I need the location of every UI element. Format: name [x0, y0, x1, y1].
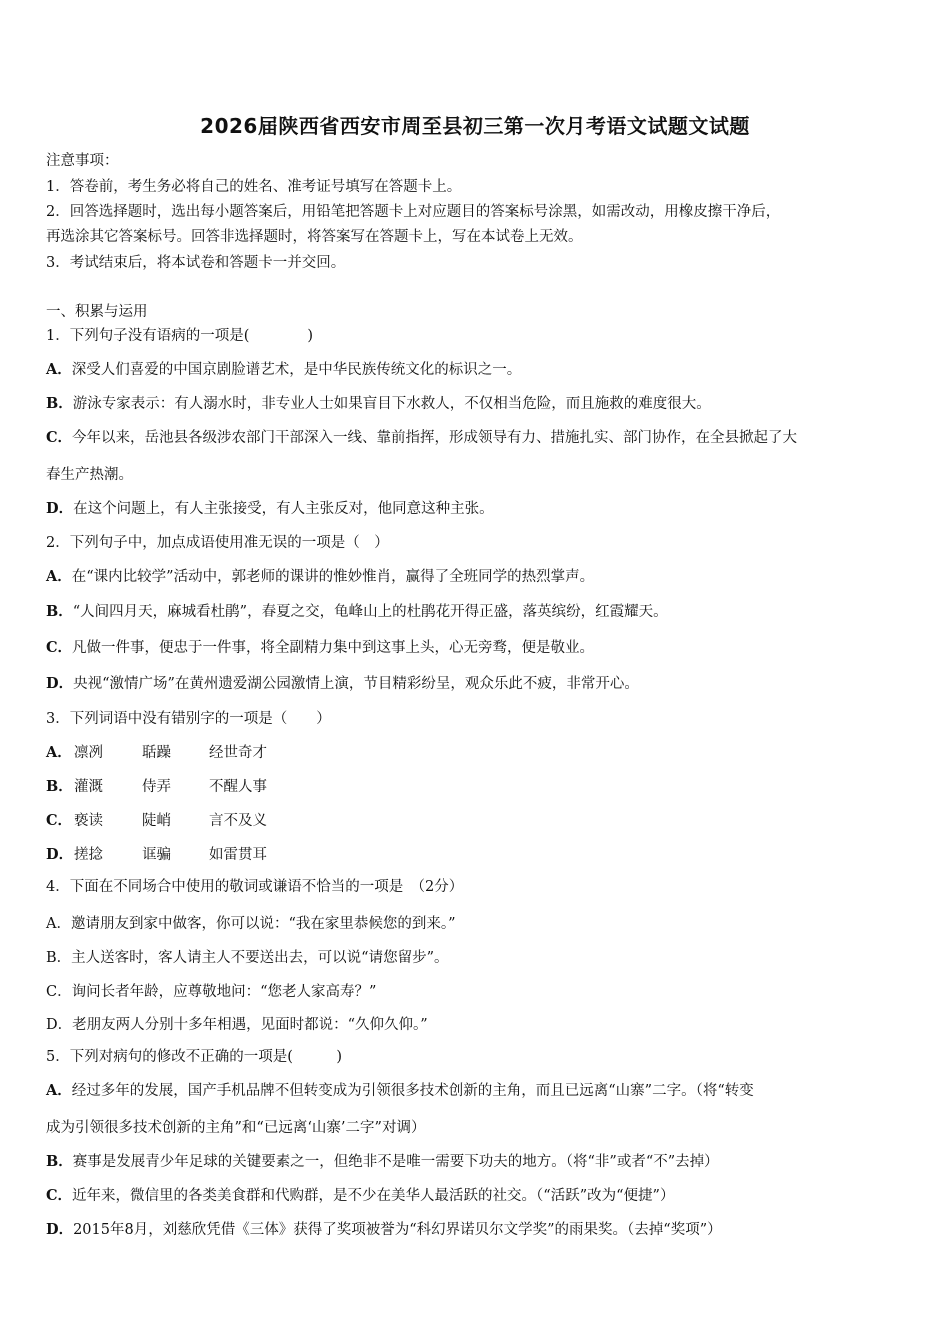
notice-heading: 注意事项： — [46, 153, 119, 169]
q2-option-d — [46, 675, 639, 693]
q3-option-b-word-3: 不醒人事 — [209, 779, 267, 795]
notice-item-1: 1．答卷前，考生务必将自己的姓名、准考证号填写在答题卡上。 — [46, 179, 462, 195]
option-label: B． — [46, 1153, 73, 1170]
option-text: “人间四月天，麻城看杜鹃”，春夏之交，龟峰山上的杜鹃花开得正盛，落英缤纷，红霞耀天。 — [72, 604, 668, 620]
option-text: 凡做一件事，便忠于一件事，将全副精力集中到这事上头，心无旁骛，便是敬业。 — [72, 640, 595, 656]
q3-option-d-word-3: 如雷贯耳 — [209, 847, 267, 863]
q3-stem: 3．下列词语中没有错别字的一项是（ ） — [46, 711, 331, 727]
q3-option-b-label: B． — [46, 778, 73, 795]
q4-option-b: B．主人送客时，客人请主人不要送出去，可以说“请您留步”。 — [46, 950, 449, 966]
q5-option-a — [46, 1082, 754, 1100]
q3-option-a-word-2: 聒躁 — [142, 745, 171, 761]
q2-option-b — [46, 603, 668, 621]
option-text: 在这个问题上，有人主张接受，有人主张反对，他同意这种主张。 — [73, 501, 494, 517]
q4-option-d: D．老朋友两人分别十多年相遇，见面时都说：“久仰久仰。” — [46, 1017, 428, 1033]
q3-option-a-word-1: 凛冽 — [74, 745, 103, 761]
option-label: A． — [46, 361, 72, 378]
option-label: D． — [46, 1221, 74, 1238]
option-text: 赛事是发展青少年足球的关键要素之一，但绝非不是唯一需要下功夫的地方。（将“非”或者“不”去掉） — [72, 1154, 719, 1170]
q3-option-a-word-3: 经世奇才 — [209, 745, 267, 761]
section-heading: 一、积累与运用 — [46, 304, 148, 320]
q1-option-c-cont: 春生产热潮。 — [46, 467, 133, 483]
option-label: B． — [46, 395, 73, 412]
q3-option-c-word-2: 陡峭 — [142, 813, 171, 829]
q3-option-b-word-1: 灌溉 — [74, 779, 103, 795]
q3-option-d-word-2: 诓骗 — [142, 847, 171, 863]
q4-stem: 4．下面在不同场合中使用的敬词或谦语不恰当的一项是 （2分） — [46, 879, 464, 895]
q1-option-b — [46, 395, 711, 413]
option-text: 2015年8月，刘慈欣凭借《三体》获得了奖项被誉为“科幻界诺贝尔文学奖”的雨果奖。（去掉“奖项”） — [73, 1222, 722, 1238]
option-text: 深受人们喜爱的中国京剧脸谱艺术，是中华民族传统文化的标识之一。 — [71, 362, 522, 378]
q3-option-d-word-1: 搓捻 — [74, 847, 103, 863]
option-label: C． — [46, 429, 73, 446]
q4-option-c: C．询问长者年龄，应尊敬地问：“您老人家高寿？” — [46, 984, 377, 1000]
q5-option-a-cont: 成为引领很多技术创新的主角”和“已远离‘山寨’二字”对调） — [46, 1120, 426, 1136]
q3-option-d-label: D． — [46, 846, 74, 863]
option-label: A． — [46, 1082, 72, 1099]
notice-item-3: 3．考试结束后，将本试卷和答题卡一并交回。 — [46, 255, 346, 271]
option-label: D． — [46, 500, 74, 517]
q1-option-c — [46, 429, 797, 447]
q2-stem: 2．下列句子中，加点成语使用准无误的一项是（ ） — [46, 535, 389, 551]
q1-stem: 1．下列句子没有语病的一项是( ) — [46, 328, 314, 344]
q5-stem: 5．下列对病句的修改不正确的一项是( ) — [46, 1049, 343, 1065]
q5-option-d — [46, 1221, 722, 1239]
q3-option-b-word-2: 侍弄 — [142, 779, 171, 795]
option-label: C． — [46, 639, 73, 656]
option-text: 在“课内比较学”活动中，郭老师的课讲的惟妙惟肖，赢得了全班同学的热烈掌声。 — [71, 569, 595, 585]
q5-option-b — [46, 1153, 719, 1171]
q2-option-c — [46, 639, 594, 657]
option-text: 近年来，微信里的各类美食群和代购群，是不少在美华人最活跃的社交。（“活跃”改为“便捷”） — [72, 1188, 675, 1204]
option-text: 经过多年的发展，国产手机品牌不但转变成为引领很多技术创新的主角，而且已远离“山寨”二字。（将“转变 — [71, 1083, 754, 1099]
q3-option-c-label: C． — [46, 812, 73, 829]
option-label: B． — [46, 603, 73, 620]
q4-option-a: A．邀请朋友到家中做客，你可以说：“我在家里恭候您的到来。” — [46, 916, 456, 932]
q1-option-d — [46, 500, 494, 518]
notice-item-2: 2．回答选择题时，选出每小题答案后，用铅笔把答题卡上对应题目的答案标号涂黑，如需改动，用橡皮擦干净后， — [46, 204, 781, 220]
q2-option-a — [46, 568, 594, 586]
q5-option-c — [46, 1187, 674, 1205]
option-text: 央视“激情广场”在黄州遗爱湖公园激情上演，节目精彩纷呈，观众乐此不疲，非常开心。 — [73, 676, 639, 692]
q3-option-c-word-1: 亵读 — [74, 813, 103, 829]
option-label: D． — [46, 675, 74, 692]
notice-item-2-cont: 再选涂其它答案标号。回答非选择题时，将答案写在答题卡上，写在本试卷上无效。 — [46, 229, 583, 245]
option-label: A． — [46, 568, 72, 585]
option-text: 游泳专家表示：有人溺水时，非专业人士如果盲目下水救人，不仅相当危险，而且施救的难度很大。 — [72, 396, 711, 412]
q3-option-c-word-3: 言不及义 — [209, 813, 267, 829]
q3-option-a-label: A． — [46, 744, 72, 761]
page-title: 2026届陕西省西安市周至县初三第一次月考语文试题文试题 — [200, 114, 750, 138]
option-label: C． — [46, 1187, 73, 1204]
option-text: 今年以来，岳池县各级涉农部门干部深入一线、靠前指挥，形成领导有力、措施扎实、部门协作，在全县掀起了大 — [72, 430, 798, 446]
q1-option-a — [46, 361, 521, 379]
